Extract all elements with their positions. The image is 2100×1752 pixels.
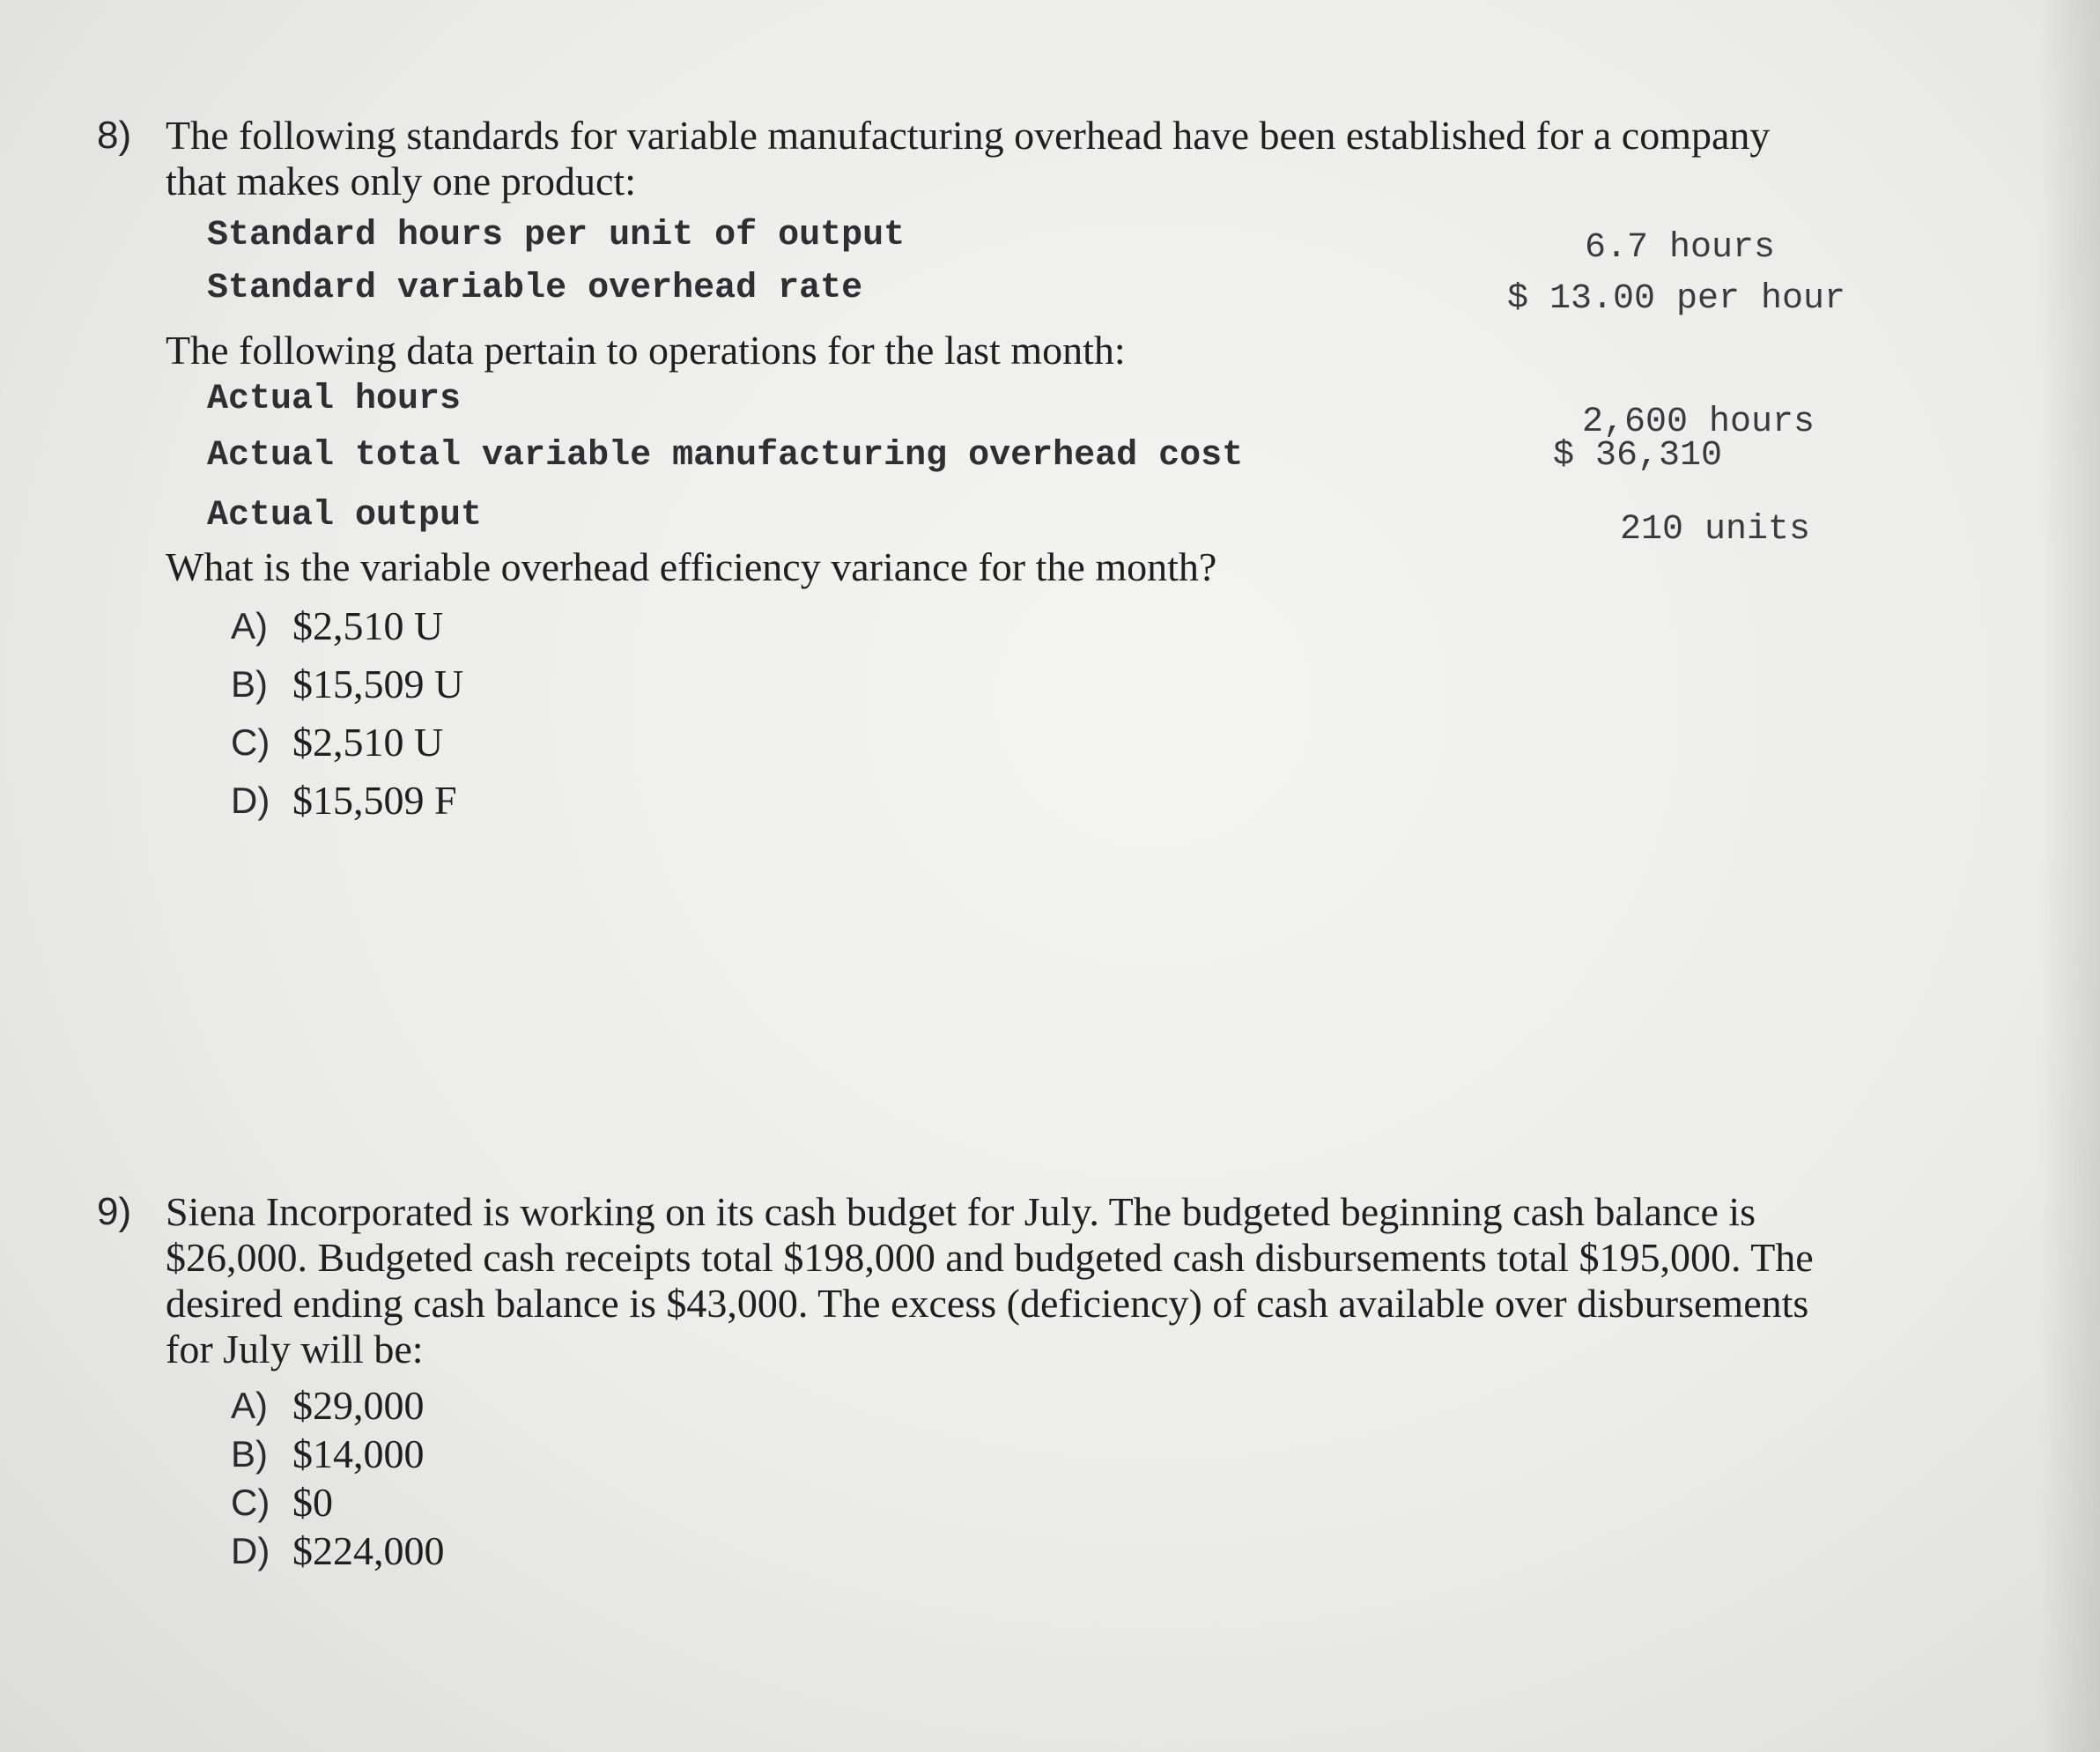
standards-value: 6.7 hours: [1584, 228, 1775, 268]
question-9: [97, 1189, 1841, 1575]
choice-text: $14,000: [292, 1431, 425, 1476]
answer-choices: [231, 1381, 1841, 1575]
choice-letter: D): [231, 780, 270, 821]
choice-letter: C): [231, 1482, 270, 1523]
standards-table: [207, 213, 1845, 322]
answer-choice-b[interactable]: [231, 1430, 1841, 1478]
answer-choice-a[interactable]: [231, 1381, 1841, 1430]
question-8-header: [97, 113, 1841, 204]
actuals-label: Actual total variable manufacturing overhead cost: [207, 436, 1244, 476]
choice-letter: A): [231, 1385, 268, 1426]
answer-choice-c[interactable]: [231, 1478, 1841, 1527]
question-8: [97, 113, 1845, 830]
answer-choice-d[interactable]: [231, 772, 1841, 830]
choice-letter: A): [231, 605, 268, 647]
answer-choice-b[interactable]: [231, 655, 1841, 713]
data-intro: The following data pertain to operations for the last month:: [166, 328, 1126, 373]
actuals-label: Actual output: [207, 496, 483, 536]
standards-row: [207, 213, 1845, 271]
standards-label: Standard hours per unit of output: [207, 216, 906, 255]
question-9-header: [97, 1189, 1841, 1372]
actuals-table: [207, 377, 1845, 553]
choice-text: $15,509 U: [292, 662, 464, 706]
question-intro: The following standards for variable manufacturing overhead have been established for a company that makes only one product:: [166, 113, 1771, 203]
choice-letter: D): [231, 1530, 270, 1571]
standards-label: Standard variable overhead rate: [207, 269, 863, 308]
choice-text: $15,509 F: [292, 778, 457, 823]
question-text: Siena Incorporated is working on its cash budget for July. The budgeted beginning cash balance is $26,000. Budgeted cash receipts total $198,000 and budgeted cash disbursements total $195,000. The desired ending cash balance is $43,000. The excess (deficiency) of cash available over disbursements for July will be:: [166, 1189, 1814, 1371]
actuals-label: Actual hours: [207, 380, 462, 419]
choice-text: $2,510 U: [292, 603, 444, 648]
question-number: 9): [97, 1190, 132, 1233]
choice-text: $0: [292, 1480, 333, 1525]
answer-choice-c[interactable]: [231, 713, 1841, 772]
choice-text: $29,000: [292, 1383, 425, 1428]
standards-value: $ 13.00 per hour: [1506, 279, 1845, 319]
actuals-row: [207, 433, 1845, 479]
answer-choice-a[interactable]: [231, 597, 1841, 655]
choice-text: $224,000: [292, 1528, 445, 1573]
actuals-value: $ 36,310: [1552, 436, 1722, 476]
actuals-value: 210 units: [1619, 510, 1810, 550]
question-number: 8): [97, 114, 132, 157]
page-edge-shadow: [2038, 0, 2100, 1752]
choice-letter: B): [231, 1433, 268, 1475]
standards-row: [207, 266, 1845, 322]
choice-letter: B): [231, 663, 268, 705]
actuals-value: 2,600 hours: [1581, 403, 1815, 442]
question-prompt: What is the variable overhead efficiency variance for the month?: [166, 544, 1217, 589]
answer-choices: [231, 597, 1841, 830]
choice-text: $2,510 U: [292, 720, 444, 765]
choice-letter: C): [231, 721, 270, 763]
answer-choice-d[interactable]: [231, 1527, 1841, 1575]
